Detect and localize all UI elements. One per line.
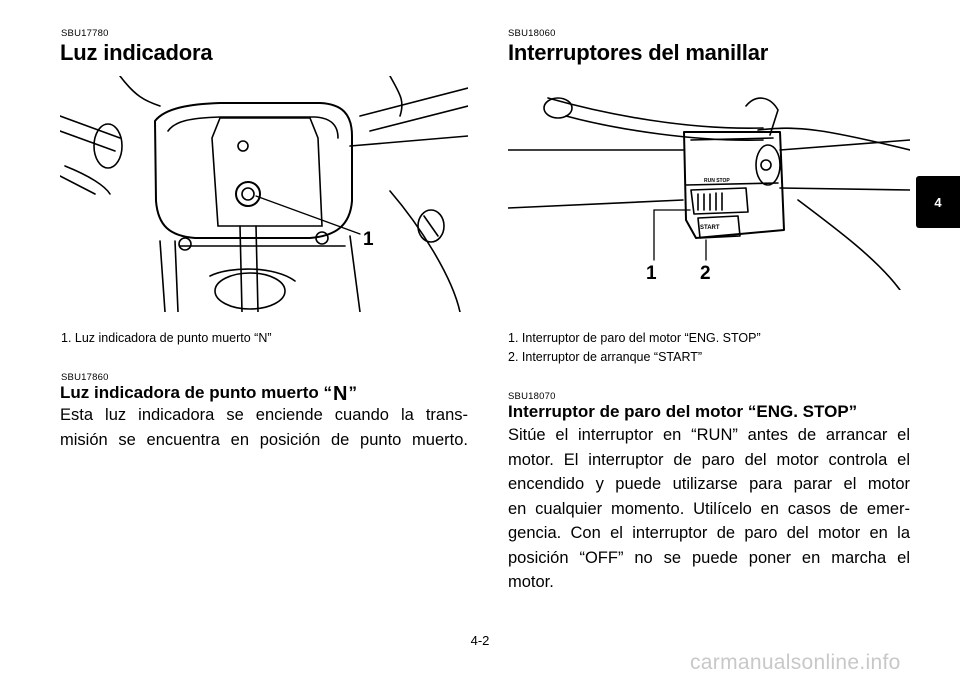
text-line: posición “OFF” no se puede poner en marcha el (508, 548, 910, 567)
section-code-luz-indicadora: SBU17780 (61, 28, 109, 39)
figure-caption-1: 1. Luz indicadora de punto muerto “N” (61, 331, 272, 345)
callout-1: 1 (363, 229, 374, 250)
text-line: motor. (508, 573, 554, 591)
section-title-eng-stop: Interruptor de paro del motor “ENG. STOP” (508, 402, 858, 421)
section-code-punto-muerto: SBU17860 (61, 372, 109, 383)
page-number: 4-2 (470, 633, 490, 648)
text-line: gencia. Con el interruptor de paro del motor en la (508, 524, 910, 542)
text-line: Sitúe el interruptor en “RUN” antes de arrancar el (508, 426, 910, 444)
watermark: carmanualsonline.info (690, 651, 901, 674)
handlebar-switches-illustration (508, 90, 910, 290)
paragraph-eng-stop (508, 423, 910, 595)
title-close-quote: ” (348, 383, 357, 402)
callout-1: 1 (646, 263, 657, 284)
figure-caption-2: 2. Interruptor de arranque “START” (508, 350, 703, 364)
start-button-label: START (700, 225, 720, 231)
text-line: misión se encuentra en posición de punto muerto. (60, 430, 468, 449)
neutral-indicator-illustration (60, 76, 468, 312)
callout-2: 2 (700, 263, 711, 284)
svg-text:RUN STOP: RUN STOP (704, 178, 730, 184)
paragraph-punto-muerto (60, 403, 468, 452)
section-code-eng-stop: SBU18070 (508, 391, 556, 402)
text-line: en cualquier momento. Utilícelo en casos de emer- (508, 499, 910, 518)
section-code-interruptores: SBU18060 (508, 28, 556, 39)
title-text: Luz indicadora de punto muerto “ (60, 383, 332, 402)
section-title-interruptores: Interruptores del manillar (508, 40, 769, 65)
text-line: encendido y puede utilizarse para parar el motor (508, 475, 910, 493)
text-line: motor. El interruptor de paro del motor controla el (508, 450, 910, 469)
neutral-n-symbol: N (333, 383, 348, 405)
section-title-luz-indicadora: Luz indicadora (60, 40, 213, 65)
text-line: Esta luz indicadora se enciende cuando la trans- (60, 406, 468, 424)
chapter-tab: 4 (916, 176, 960, 228)
figure-caption-1: 1. Interruptor de paro del motor “ENG. STOP” (508, 331, 761, 345)
